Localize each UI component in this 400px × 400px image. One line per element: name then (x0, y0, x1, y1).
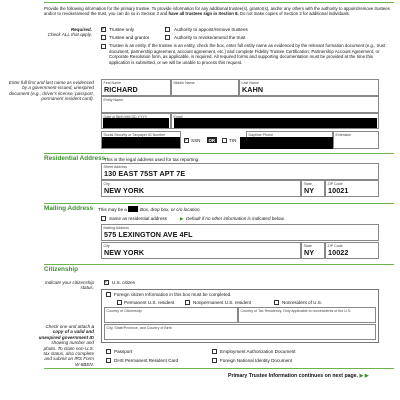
appoint-remove-label: Authority to appoint/remove trustees (174, 27, 248, 32)
dob-redaction (103, 118, 169, 128)
citizenship-rule (44, 264, 394, 265)
mailing-title: Mailing Address (44, 205, 94, 212)
default-arrow-icon: ▶ (180, 216, 184, 221)
ssn-checkbox[interactable]: ✓ (184, 137, 189, 143)
zip-value: 10021 (328, 186, 349, 195)
required-label: Required. (70, 27, 92, 32)
top-rule (44, 2, 394, 3)
same-as-residential-label: Same as residential address (109, 216, 167, 221)
mailing-note-pre: This may be a (98, 206, 127, 212)
us-citizen-label: U.S. citizen (112, 280, 136, 285)
footer-rule (44, 368, 394, 369)
middle-name-label: Middle Name (173, 80, 195, 85)
mailing-city-value: NEW YORK (104, 248, 145, 257)
mailing-note-redaction (128, 206, 138, 212)
id-attach-side-label (38, 324, 94, 367)
residential-city-field[interactable] (101, 180, 301, 197)
passport-label: Passport (114, 349, 133, 354)
or-badge: OR (208, 137, 216, 143)
foreign-citizen-checkbox[interactable] (106, 292, 111, 297)
mailing-zip-value: 10022 (328, 248, 349, 257)
mailing-address-label: Mailing Address (103, 225, 129, 230)
mailing-address-field[interactable] (101, 224, 379, 241)
tin-option-label: TIN (229, 138, 237, 143)
entity-name-field[interactable] (101, 96, 379, 113)
ssn-label: Social Security or Taxpayer ID Number (103, 132, 166, 137)
country-citizenship-label: Country of Citizenship (106, 308, 142, 313)
intro-text: Provide the following information for the primary trustee. To provide information for any additional trustee(s), grantor(s), and/or any others with the authority to appoint/remove trustees and/or to revoke/amend the trust, you can do so in Section 3 and (44, 6, 390, 17)
continues-note (228, 373, 369, 379)
residential-zip-field[interactable] (325, 180, 379, 197)
mailing-city-field[interactable] (101, 242, 301, 259)
citizenship-side-label: Indicate your citizenship status. (44, 280, 94, 291)
role-side-label (4, 27, 92, 38)
mailing-rule (44, 203, 394, 204)
mailing-note-post: Box, drop box, or c/o location. (140, 206, 201, 212)
first-name-value: RICHARD (104, 85, 138, 94)
continues-text: Primary Trustee Information continues on next page. (228, 373, 359, 379)
zip-label: ZIP Code (327, 181, 343, 186)
phone-label: Daytime Phone (248, 132, 274, 137)
trustee-grantor-checkbox[interactable] (101, 35, 106, 40)
mailing-zip-field[interactable] (325, 242, 379, 259)
next-arrow-icon: ▶ ▶ (359, 373, 369, 379)
mailing-state-label: State (303, 243, 312, 248)
foreign-id-label: Foreign National Identity Document (220, 358, 293, 363)
nonpermanent-resident-checkbox[interactable] (185, 300, 190, 305)
foreign-citizen-note: Foreign citizen Information in this box must be completed. (114, 292, 232, 297)
extension-label: Extension (335, 132, 352, 137)
intro-paragraph (44, 6, 394, 16)
state-label: State (303, 181, 312, 186)
appoint-remove-checkbox[interactable] (165, 27, 170, 32)
mailing-address-value: 575 LEXINGTON AVE 4FL (104, 230, 193, 239)
permanent-resident-label: Permanent U.S. resident (124, 300, 175, 305)
residential-rule (44, 153, 394, 154)
dob-label: Date of Birth MM DD YYYY (103, 114, 148, 119)
state-value: NY (304, 186, 315, 195)
intro-bold: have all trustees sign in Section 8. (168, 11, 239, 17)
attach-post: showing number and photo. To claim non-U.S. tax status, also complete and submit an IRS Form W-8BEN. (43, 340, 94, 367)
dhs-card-checkbox[interactable] (106, 358, 111, 363)
extension-field[interactable] (333, 131, 379, 149)
birthplace-label: City, State/Province, and Country of Birth (106, 325, 172, 330)
intro-tail: Do not make copies of Section 2 for additional individuals. (238, 11, 350, 17)
city-value: NEW YORK (104, 186, 145, 195)
mailing-zip-label: ZIP Code (327, 243, 343, 248)
entity-checkbox[interactable] (101, 44, 106, 49)
mailing-state-field[interactable] (301, 242, 325, 259)
street-value: 130 EAST 75ST APT 7E (104, 169, 186, 178)
first-name-field[interactable] (101, 79, 171, 96)
foreign-id-checkbox[interactable] (212, 358, 217, 363)
phone-redaction (240, 137, 334, 149)
ssn-option-label: SSN (191, 138, 201, 143)
last-name-value: KAHN (242, 85, 264, 94)
mailing-state-value: NY (304, 248, 315, 257)
trustee-only-checkbox[interactable]: ✓ (101, 26, 106, 32)
nonpermanent-resident-label: Nonpermanent U.S. resident (193, 300, 252, 305)
attach-pre: Check one and attach (45, 324, 91, 329)
mailing-city-label: City (103, 243, 110, 248)
ssn-redaction (102, 137, 180, 148)
passport-checkbox[interactable] (106, 349, 111, 354)
nonresident-label: Nonresident of U.S. (282, 300, 323, 305)
country-tax-field[interactable] (238, 307, 376, 323)
birthplace-field[interactable] (104, 324, 376, 340)
permanent-resident-checkbox[interactable] (117, 300, 122, 305)
country-citizenship-field[interactable] (104, 307, 238, 323)
check-all-label: Check ALL that apply. (47, 32, 92, 38)
citizenship-title: Citizenship (44, 266, 79, 273)
residential-state-field[interactable] (301, 180, 325, 197)
last-name-field[interactable] (239, 79, 379, 96)
trustee-grantor-label: Trustee and grantor (109, 35, 150, 40)
email-redaction (174, 118, 377, 128)
first-name-label: First Name (103, 80, 122, 85)
ead-label: Employment Authorization Document (220, 349, 296, 354)
same-as-note: Default if no other information is indicated below. (186, 216, 285, 221)
city-label: City (103, 181, 110, 186)
us-citizen-checkbox[interactable]: ✓ (104, 279, 109, 285)
residential-title: Residential Address (44, 155, 106, 162)
identity-side-label: Enter full first and last name as evidenced by a government-issued, unexpired document (e.g., driver's license, passport, permanent resident card). (8, 80, 94, 102)
dhs-card-label: DHS Permanent Resident Card (114, 358, 179, 363)
revoke-amend-label: Authority to revoke/amend the trust (174, 35, 246, 40)
nonresident-checkbox[interactable] (274, 300, 279, 305)
residential-note: This is the legal address used for tax reporting. (104, 156, 200, 162)
middle-name-field[interactable] (171, 79, 239, 96)
ead-checkbox[interactable] (212, 349, 217, 354)
attach-bold: a copy of a valid and unexpired government ID (38, 324, 94, 340)
last-name-label: Last Name (241, 80, 259, 85)
email-label: Email (173, 114, 183, 119)
same-as-residential-checkbox[interactable] (101, 216, 106, 221)
country-tax-label: Country of Tax Residency. Only applicable to nonresidents of the U.S. (240, 308, 352, 313)
tin-checkbox[interactable] (222, 138, 227, 143)
street-label: Street Address (103, 164, 128, 169)
trustee-only-label: Trustee only (109, 27, 135, 32)
residential-street-field[interactable] (101, 163, 379, 180)
revoke-amend-checkbox[interactable] (165, 35, 170, 40)
entity-note: Trustee is an entity. If the trustee is an entity, check the box, enter full entity name as evidenced by the relevant formation document (e.g., trust document, partnership agreement, account agreement, etc.) and complete Fidelity Trustee Certification, Partnership Account Agreement, or Corporate Resolution form, as applicable, is required. All required forms and supporting documentation must be provided at the time this application is submitted, or we will be unable to process this request. (109, 43, 386, 65)
entity-name-label: Entity Name (103, 97, 124, 102)
